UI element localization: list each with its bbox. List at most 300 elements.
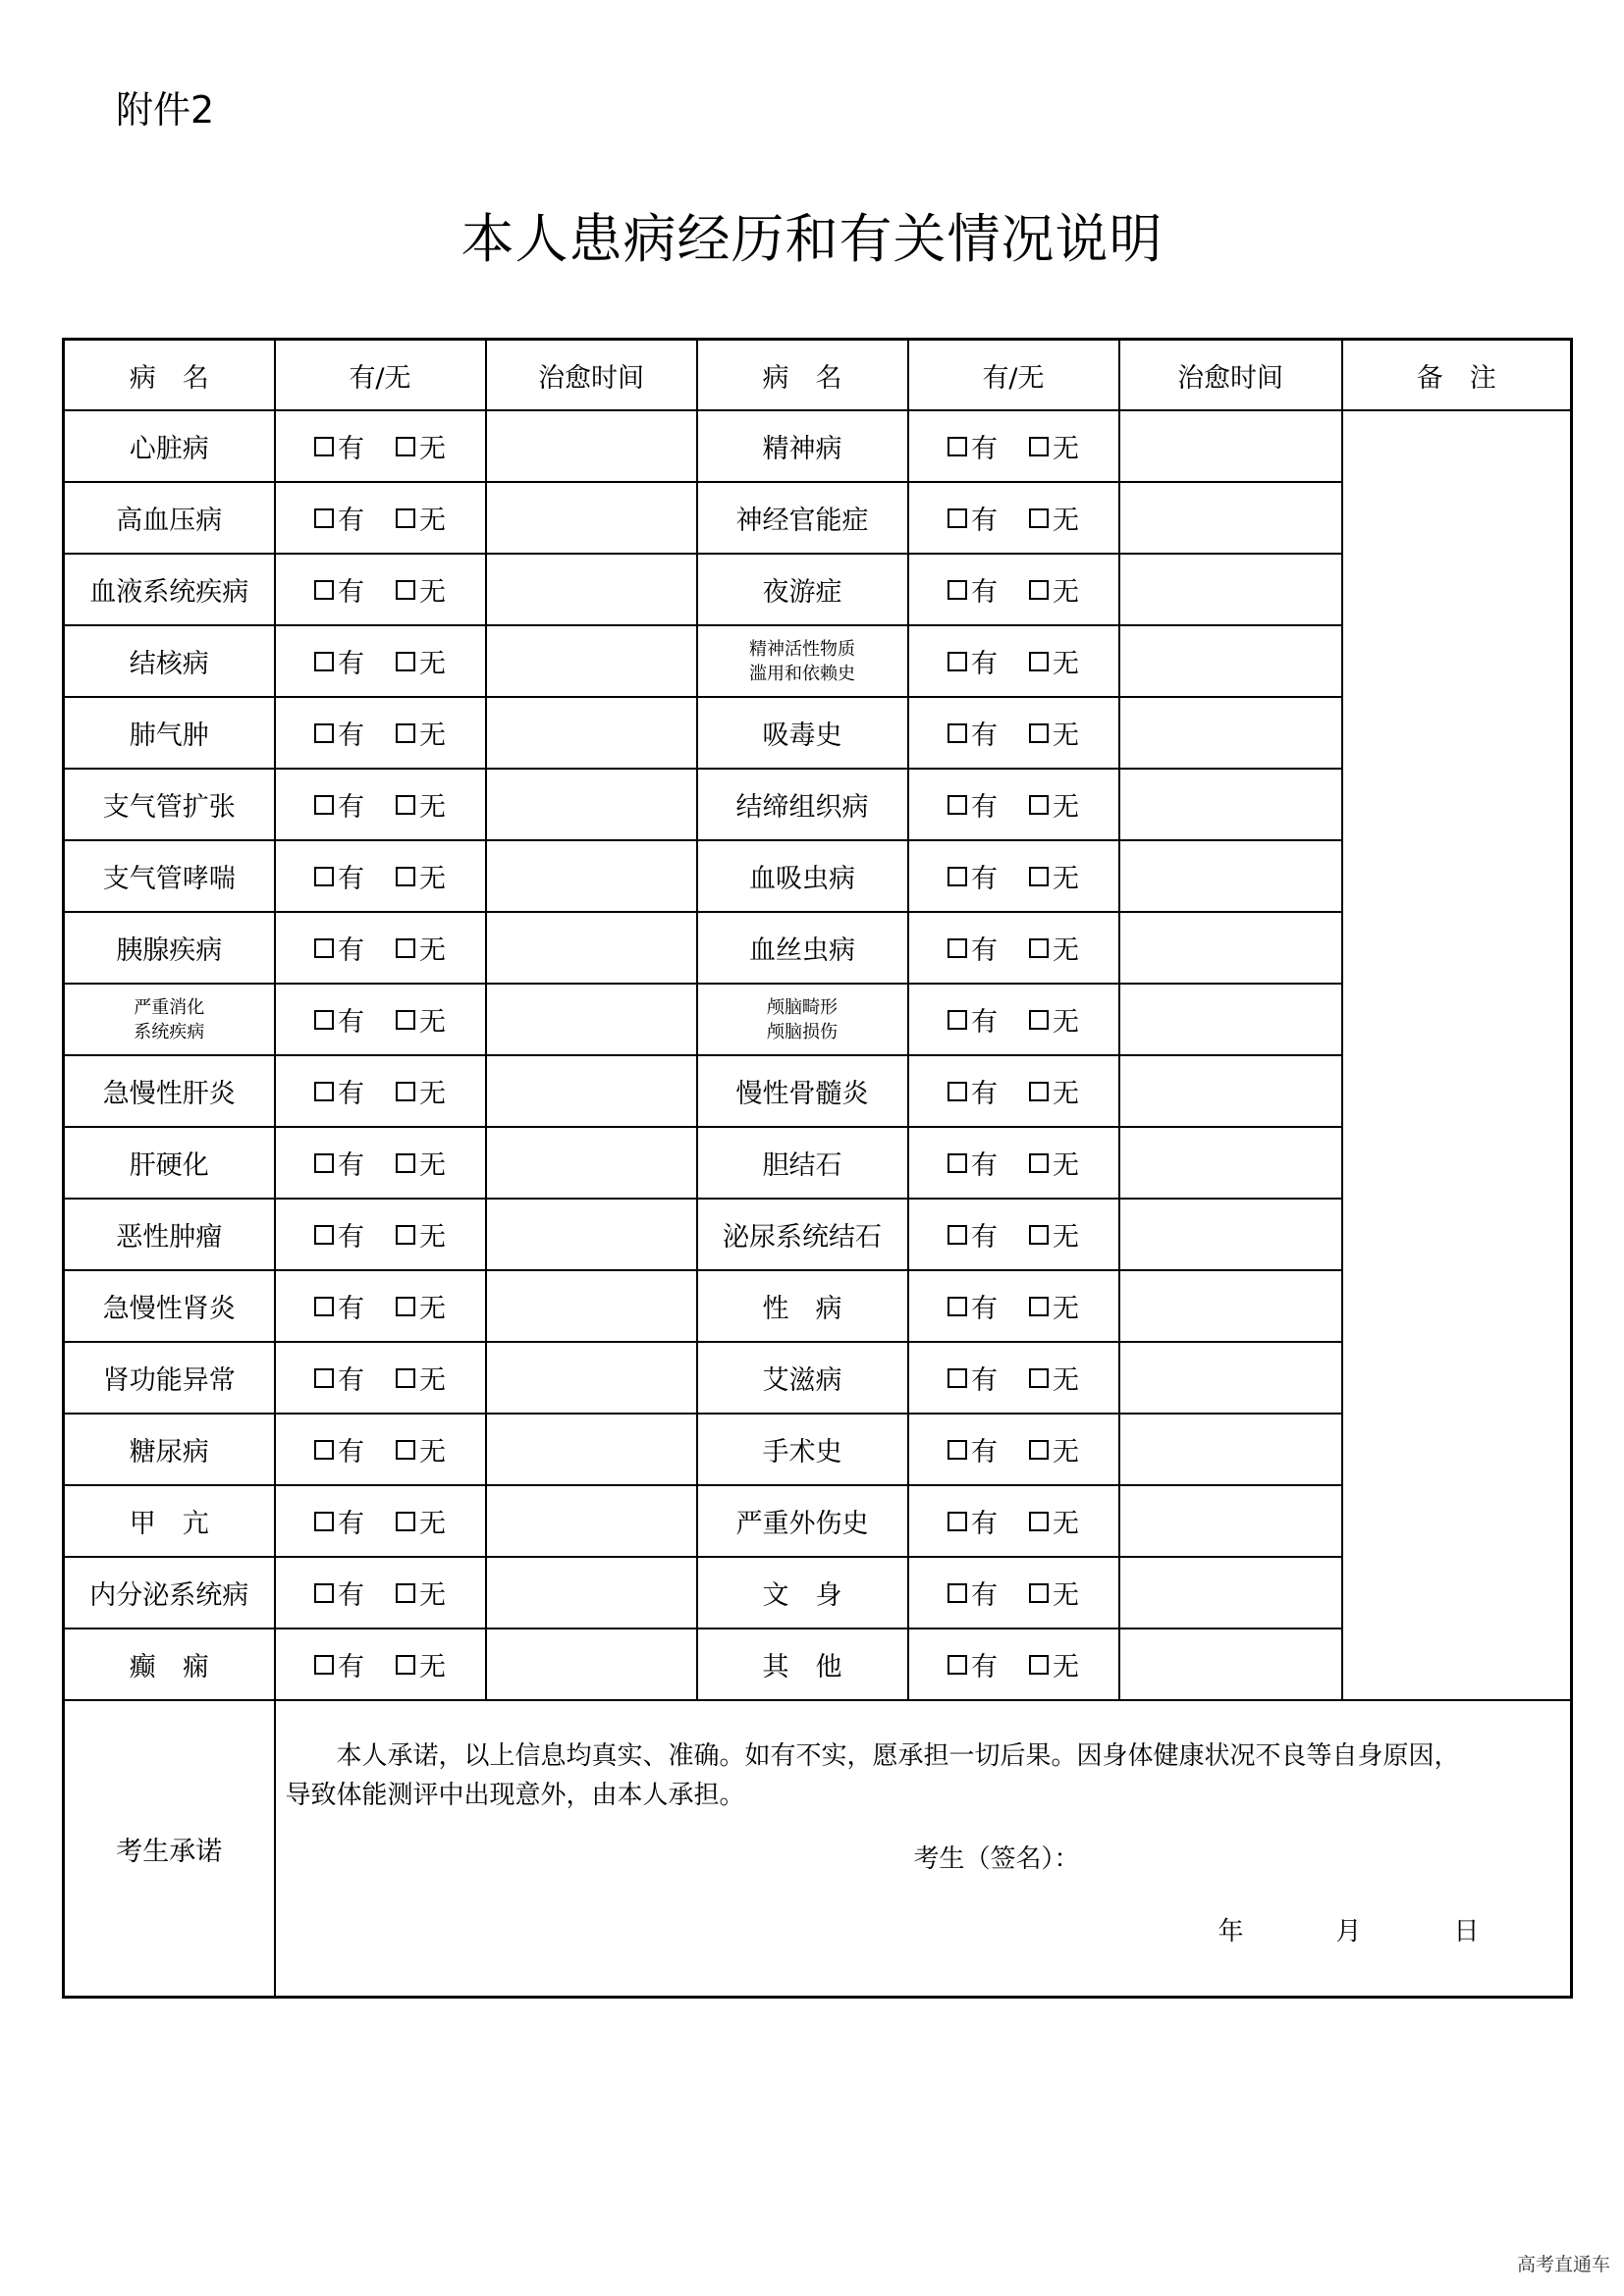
- yes-label: 有: [971, 935, 998, 966]
- yes-label: 有: [971, 434, 998, 464]
- no-option[interactable]: [1029, 929, 1079, 967]
- yes-no-options: [275, 1485, 486, 1557]
- cure-time-field[interactable]: [1119, 554, 1342, 625]
- yes-no-options: [275, 554, 486, 625]
- cure-time-field[interactable]: [1119, 840, 1342, 912]
- no-checkbox[interactable]: [1029, 1082, 1049, 1101]
- yes-no-options: [908, 554, 1119, 625]
- no-checkbox[interactable]: [1029, 580, 1049, 600]
- disease-name-right: 严重外伤史: [697, 1485, 908, 1557]
- yes-option[interactable]: [947, 570, 998, 609]
- no-option[interactable]: [396, 1215, 446, 1254]
- yes-no-options: [275, 840, 486, 912]
- yes-checkbox[interactable]: [314, 1655, 334, 1675]
- no-checkbox[interactable]: [1029, 652, 1049, 671]
- cure-time-field[interactable]: [486, 1342, 697, 1414]
- header-cure-time: 治愈时间: [486, 340, 697, 411]
- no-label: 无: [1053, 1294, 1079, 1324]
- disease-name-right: 血丝虫病: [697, 912, 908, 984]
- no-option[interactable]: [396, 427, 446, 465]
- cure-time-field[interactable]: [1119, 1414, 1342, 1485]
- no-checkbox[interactable]: [396, 1512, 415, 1531]
- yes-checkbox[interactable]: [947, 1082, 967, 1101]
- header-cure-time-2: 治愈时间: [1119, 340, 1342, 411]
- no-option[interactable]: [1029, 1144, 1079, 1182]
- cure-time-field[interactable]: [486, 1557, 697, 1629]
- cure-time-field[interactable]: [1119, 1629, 1342, 1700]
- header-disease-name-2: 病 名: [697, 340, 908, 411]
- no-label: 无: [419, 864, 446, 894]
- disease-name-left: 支气管哮喘: [64, 840, 275, 912]
- no-label: 无: [419, 1437, 446, 1468]
- yes-no-options: [908, 482, 1119, 554]
- disease-name-left: 恶性肿瘤: [64, 1199, 275, 1270]
- yes-checkbox[interactable]: [314, 1153, 334, 1173]
- no-option[interactable]: [396, 570, 446, 609]
- cure-time-field[interactable]: [1119, 1342, 1342, 1414]
- no-option[interactable]: [1029, 785, 1079, 824]
- yes-no-options: [275, 1199, 486, 1270]
- no-checkbox[interactable]: [396, 938, 415, 958]
- yes-no-options: [908, 1127, 1119, 1199]
- disease-name-left: 胰腺疾病: [64, 912, 275, 984]
- yes-option[interactable]: [947, 857, 998, 895]
- yes-label: 有: [338, 1007, 364, 1038]
- yes-checkbox[interactable]: [947, 1153, 967, 1173]
- no-option[interactable]: [396, 714, 446, 752]
- disease-name-right: 结缔组织病: [697, 769, 908, 840]
- no-label: 无: [1053, 1509, 1079, 1539]
- no-checkbox[interactable]: [1029, 1153, 1049, 1173]
- no-label: 无: [419, 1580, 446, 1611]
- date-day-label: 日: [1453, 1917, 1480, 1947]
- disease-name-left: 肾功能异常: [64, 1342, 275, 1414]
- no-option[interactable]: [1029, 1574, 1079, 1612]
- yes-checkbox[interactable]: [947, 867, 967, 886]
- no-checkbox[interactable]: [396, 1153, 415, 1173]
- cure-time-field[interactable]: [1119, 912, 1342, 984]
- disease-name-right: 血吸虫病: [697, 840, 908, 912]
- yes-option[interactable]: [314, 1215, 364, 1254]
- yes-label: 有: [338, 1079, 364, 1109]
- no-checkbox[interactable]: [396, 1368, 415, 1388]
- yes-checkbox[interactable]: [947, 580, 967, 600]
- disease-name-right: 性 病: [697, 1270, 908, 1342]
- disease-name-line: 系统疾病: [134, 1021, 205, 1042]
- no-checkbox[interactable]: [396, 795, 415, 815]
- no-checkbox[interactable]: [396, 1655, 415, 1675]
- yes-label: 有: [338, 1294, 364, 1324]
- no-checkbox[interactable]: [396, 508, 415, 528]
- yes-checkbox[interactable]: [947, 938, 967, 958]
- yes-option[interactable]: [314, 1502, 364, 1540]
- cure-time-field[interactable]: [486, 1270, 697, 1342]
- cure-time-field[interactable]: [486, 840, 697, 912]
- yes-label: 有: [338, 649, 364, 679]
- disease-name-right: 精神病: [697, 410, 908, 482]
- yes-checkbox[interactable]: [314, 508, 334, 528]
- yes-label: 有: [971, 649, 998, 679]
- no-label: 无: [419, 649, 446, 679]
- cure-time-field[interactable]: [486, 1629, 697, 1700]
- no-option[interactable]: [1029, 642, 1079, 680]
- cure-time-field[interactable]: [486, 1485, 697, 1557]
- header-yes-no-2: 有/无: [908, 340, 1119, 411]
- yes-checkbox[interactable]: [314, 652, 334, 671]
- yes-option[interactable]: [314, 929, 364, 967]
- yes-checkbox[interactable]: [947, 1655, 967, 1675]
- yes-checkbox[interactable]: [947, 1010, 967, 1030]
- yes-checkbox[interactable]: [947, 1297, 967, 1316]
- yes-label: 有: [971, 1079, 998, 1109]
- no-label: 无: [1053, 1365, 1079, 1396]
- no-option[interactable]: [396, 1359, 446, 1397]
- no-label: 无: [1053, 792, 1079, 823]
- yes-option[interactable]: [947, 1430, 998, 1468]
- disease-name-left: 癫 痫: [64, 1629, 275, 1700]
- cure-time-field[interactable]: [486, 410, 697, 482]
- no-label: 无: [419, 1509, 446, 1539]
- no-option[interactable]: [1029, 714, 1079, 752]
- cure-time-field[interactable]: [1119, 1055, 1342, 1127]
- document-title: 本人患病经历和有关情况说明: [460, 208, 1164, 270]
- disease-name-right: 夜游症: [697, 554, 908, 625]
- no-checkbox[interactable]: [1029, 1512, 1049, 1531]
- yes-checkbox[interactable]: [314, 867, 334, 886]
- yes-option[interactable]: [947, 1072, 998, 1110]
- no-option[interactable]: [1029, 1072, 1079, 1110]
- yes-checkbox[interactable]: [314, 1082, 334, 1101]
- disease-name-right: 泌尿系统结石: [697, 1199, 908, 1270]
- no-checkbox[interactable]: [1029, 1297, 1049, 1316]
- yes-option[interactable]: [947, 1215, 998, 1254]
- yes-option[interactable]: [314, 1430, 364, 1468]
- yes-no-options: [908, 1414, 1119, 1485]
- no-option[interactable]: [1029, 1430, 1079, 1468]
- cure-time-field[interactable]: [1119, 625, 1342, 697]
- no-checkbox[interactable]: [1029, 723, 1049, 743]
- no-label: 无: [419, 792, 446, 823]
- yes-no-options: [275, 1629, 486, 1700]
- cure-time-field[interactable]: [486, 482, 697, 554]
- no-option[interactable]: [1029, 1000, 1079, 1039]
- no-label: 无: [1053, 506, 1079, 536]
- no-option[interactable]: [1029, 1502, 1079, 1540]
- no-label: 无: [1053, 864, 1079, 894]
- no-checkbox[interactable]: [1029, 1655, 1049, 1675]
- cure-time-field[interactable]: [486, 1127, 697, 1199]
- yes-option[interactable]: [947, 714, 998, 752]
- no-checkbox[interactable]: [396, 723, 415, 743]
- no-checkbox[interactable]: [1029, 437, 1049, 456]
- yes-no-options: [908, 769, 1119, 840]
- cure-time-field[interactable]: [486, 554, 697, 625]
- yes-checkbox[interactable]: [947, 1440, 967, 1460]
- no-checkbox[interactable]: [1029, 1440, 1049, 1460]
- no-label: 无: [419, 1079, 446, 1109]
- yes-option[interactable]: [947, 1502, 998, 1540]
- no-checkbox[interactable]: [396, 1010, 415, 1030]
- yes-checkbox[interactable]: [314, 1010, 334, 1030]
- no-label: 无: [419, 1652, 446, 1682]
- yes-option[interactable]: [947, 785, 998, 824]
- yes-option[interactable]: [947, 1144, 998, 1182]
- no-label: 无: [1053, 649, 1079, 679]
- yes-no-options: [275, 912, 486, 984]
- yes-label: 有: [338, 1150, 364, 1181]
- cure-time-field[interactable]: [1119, 1557, 1342, 1629]
- no-checkbox[interactable]: [396, 1440, 415, 1460]
- no-checkbox[interactable]: [1029, 1368, 1049, 1388]
- yes-checkbox[interactable]: [314, 723, 334, 743]
- yes-option[interactable]: [314, 1645, 364, 1683]
- no-option[interactable]: [1029, 570, 1079, 609]
- yes-checkbox[interactable]: [314, 580, 334, 600]
- yes-no-options: [275, 1055, 486, 1127]
- cure-time-field[interactable]: [1119, 410, 1342, 482]
- no-checkbox[interactable]: [1029, 508, 1049, 528]
- no-checkbox[interactable]: [1029, 938, 1049, 958]
- disease-name-line: 颅脑畸形: [767, 996, 838, 1018]
- yes-option[interactable]: [314, 1144, 364, 1182]
- yes-option[interactable]: [314, 427, 364, 465]
- yes-option[interactable]: [947, 1287, 998, 1325]
- no-option[interactable]: [396, 785, 446, 824]
- yes-option[interactable]: [314, 785, 364, 824]
- no-label: 无: [419, 1007, 446, 1038]
- cure-time-field[interactable]: [486, 1055, 697, 1127]
- yes-option[interactable]: [947, 1000, 998, 1039]
- no-option[interactable]: [396, 1000, 446, 1039]
- no-checkbox[interactable]: [396, 1082, 415, 1101]
- yes-option[interactable]: [314, 1287, 364, 1325]
- disease-name-left: 肺气肿: [64, 697, 275, 769]
- yes-no-options: [275, 482, 486, 554]
- yes-checkbox[interactable]: [314, 1440, 334, 1460]
- no-option[interactable]: [1029, 1645, 1079, 1683]
- yes-option[interactable]: [947, 642, 998, 680]
- disease-name-left: [64, 984, 275, 1055]
- signature-label: 考生（签名）：: [913, 1844, 1080, 1874]
- cure-time-field[interactable]: [486, 1199, 697, 1270]
- yes-checkbox[interactable]: [314, 437, 334, 456]
- disease-name-right: 吸毒史: [697, 697, 908, 769]
- yes-checkbox[interactable]: [314, 1225, 334, 1245]
- no-label: 无: [419, 1365, 446, 1396]
- yes-no-options: [908, 840, 1119, 912]
- yes-label: 有: [971, 506, 998, 536]
- no-checkbox[interactable]: [396, 580, 415, 600]
- yes-option[interactable]: [314, 499, 364, 537]
- no-option[interactable]: [396, 929, 446, 967]
- disease-name-left: 心脏病: [64, 410, 275, 482]
- yes-label: 有: [971, 577, 998, 608]
- yes-option[interactable]: [947, 1645, 998, 1683]
- disease-name-left: 内分泌系统病: [64, 1557, 275, 1629]
- yes-checkbox[interactable]: [314, 1583, 334, 1603]
- no-option[interactable]: [1029, 1359, 1079, 1397]
- yes-label: 有: [971, 1222, 998, 1253]
- disease-name-right: 文 身: [697, 1557, 908, 1629]
- no-label: 无: [1053, 1652, 1079, 1682]
- yes-no-options: [908, 1629, 1119, 1700]
- no-option[interactable]: [1029, 1215, 1079, 1254]
- cure-time-field[interactable]: [1119, 1270, 1342, 1342]
- yes-checkbox[interactable]: [947, 795, 967, 815]
- date-field[interactable]: [1218, 1911, 1480, 1948]
- date-year-label: 年: [1218, 1917, 1244, 1947]
- disease-name-right: 手术史: [697, 1414, 908, 1485]
- disease-name-right: [697, 984, 908, 1055]
- disease-name-left: 急慢性肝炎: [64, 1055, 275, 1127]
- no-option[interactable]: [396, 642, 446, 680]
- yes-label: 有: [971, 1365, 998, 1396]
- no-label: 无: [1053, 721, 1079, 751]
- yes-option[interactable]: [947, 1574, 998, 1612]
- cure-time-field[interactable]: [486, 769, 697, 840]
- disease-name-right: 慢性骨髓炎: [697, 1055, 908, 1127]
- yes-label: 有: [971, 864, 998, 894]
- yes-option[interactable]: [314, 1072, 364, 1110]
- yes-checkbox[interactable]: [947, 437, 967, 456]
- no-option[interactable]: [1029, 499, 1079, 537]
- no-option[interactable]: [396, 499, 446, 537]
- yes-label: 有: [338, 506, 364, 536]
- no-option[interactable]: [1029, 857, 1079, 895]
- no-label: 无: [1053, 1222, 1079, 1253]
- cure-time-field[interactable]: [486, 697, 697, 769]
- yes-checkbox[interactable]: [314, 1297, 334, 1316]
- yes-option[interactable]: [947, 1359, 998, 1397]
- yes-checkbox[interactable]: [314, 795, 334, 815]
- cure-time-field[interactable]: [1119, 1199, 1342, 1270]
- yes-checkbox[interactable]: [947, 723, 967, 743]
- yes-label: 有: [971, 1294, 998, 1324]
- yes-checkbox[interactable]: [947, 508, 967, 528]
- yes-checkbox[interactable]: [314, 1512, 334, 1531]
- disease-name-right: 胆结石: [697, 1127, 908, 1199]
- yes-label: 有: [971, 1007, 998, 1038]
- yes-checkbox[interactable]: [947, 1368, 967, 1388]
- yes-checkbox[interactable]: [947, 652, 967, 671]
- cure-time-field[interactable]: [1119, 769, 1342, 840]
- disease-name-left: 肝硬化: [64, 1127, 275, 1199]
- cure-time-field[interactable]: [1119, 697, 1342, 769]
- no-option[interactable]: [396, 1287, 446, 1325]
- no-option[interactable]: [1029, 427, 1079, 465]
- no-label: 无: [1053, 1580, 1079, 1611]
- disease-name-left: 血液系统疾病: [64, 554, 275, 625]
- no-checkbox[interactable]: [396, 652, 415, 671]
- no-checkbox[interactable]: [396, 1583, 415, 1603]
- yes-label: 有: [338, 577, 364, 608]
- no-option[interactable]: [1029, 1287, 1079, 1325]
- yes-no-options: [908, 984, 1119, 1055]
- yes-option[interactable]: [314, 857, 364, 895]
- yes-checkbox[interactable]: [314, 1368, 334, 1388]
- header-yes-no: 有/无: [275, 340, 486, 411]
- no-label: 无: [1053, 577, 1079, 608]
- no-checkbox[interactable]: [1029, 1010, 1049, 1030]
- yes-label: 有: [338, 434, 364, 464]
- pledge-content: [275, 1700, 1572, 1998]
- no-option[interactable]: [396, 1430, 446, 1468]
- cure-time-field[interactable]: [1119, 482, 1342, 554]
- yes-option[interactable]: [314, 714, 364, 752]
- yes-option[interactable]: [947, 499, 998, 537]
- no-checkbox[interactable]: [396, 437, 415, 456]
- yes-option[interactable]: [314, 570, 364, 609]
- yes-option[interactable]: [314, 1574, 364, 1612]
- yes-no-options: [908, 1485, 1119, 1557]
- yes-option[interactable]: [947, 929, 998, 967]
- cure-time-field[interactable]: [486, 1414, 697, 1485]
- yes-label: 有: [338, 792, 364, 823]
- disease-name-right: 艾滋病: [697, 1342, 908, 1414]
- disease-name-right: 其 他: [697, 1629, 908, 1700]
- cure-time-field[interactable]: [486, 912, 697, 984]
- cure-time-field[interactable]: [1119, 1127, 1342, 1199]
- yes-checkbox[interactable]: [947, 1583, 967, 1603]
- yes-option[interactable]: [947, 427, 998, 465]
- yes-label: 有: [971, 1150, 998, 1181]
- yes-checkbox[interactable]: [947, 1225, 967, 1245]
- no-option[interactable]: [396, 1645, 446, 1683]
- yes-option[interactable]: [314, 642, 364, 680]
- yes-checkbox[interactable]: [314, 938, 334, 958]
- yes-checkbox[interactable]: [947, 1512, 967, 1531]
- pledge-row: [64, 1700, 1572, 1998]
- no-checkbox[interactable]: [1029, 1583, 1049, 1603]
- no-option[interactable]: [396, 1144, 446, 1182]
- yes-no-options: [908, 1199, 1119, 1270]
- cure-time-field[interactable]: [1119, 984, 1342, 1055]
- yes-no-options: [275, 1342, 486, 1414]
- no-option[interactable]: [396, 1574, 446, 1612]
- remark-field[interactable]: [1342, 410, 1572, 1700]
- no-option[interactable]: [396, 1072, 446, 1110]
- no-option[interactable]: [396, 1502, 446, 1540]
- yes-no-options: [908, 1270, 1119, 1342]
- no-checkbox[interactable]: [1029, 795, 1049, 815]
- no-checkbox[interactable]: [1029, 867, 1049, 886]
- no-option[interactable]: [396, 857, 446, 895]
- no-checkbox[interactable]: [396, 867, 415, 886]
- disease-name-left: 糖尿病: [64, 1414, 275, 1485]
- no-label: 无: [419, 1222, 446, 1253]
- no-checkbox[interactable]: [396, 1297, 415, 1316]
- yes-label: 有: [971, 721, 998, 751]
- yes-option[interactable]: [314, 1359, 364, 1397]
- yes-label: 有: [338, 864, 364, 894]
- no-checkbox[interactable]: [396, 1225, 415, 1245]
- yes-no-options: [908, 697, 1119, 769]
- disease-name-left: 高血压病: [64, 482, 275, 554]
- disease-name-line: 颅脑损伤: [767, 1021, 838, 1042]
- disease-name-line: 精神活性物质: [749, 638, 855, 660]
- yes-option[interactable]: [314, 1000, 364, 1039]
- table-header-row: [64, 340, 1572, 411]
- no-checkbox[interactable]: [1029, 1225, 1049, 1245]
- yes-label: 有: [338, 721, 364, 751]
- signature-field[interactable]: [914, 1839, 1080, 1875]
- cure-time-field[interactable]: [486, 984, 697, 1055]
- cure-time-field[interactable]: [486, 625, 697, 697]
- yes-no-options: [908, 410, 1119, 482]
- no-label: 无: [419, 1294, 446, 1324]
- disease-name-line: 滥用和依赖史: [749, 663, 855, 684]
- cure-time-field[interactable]: [1119, 1485, 1342, 1557]
